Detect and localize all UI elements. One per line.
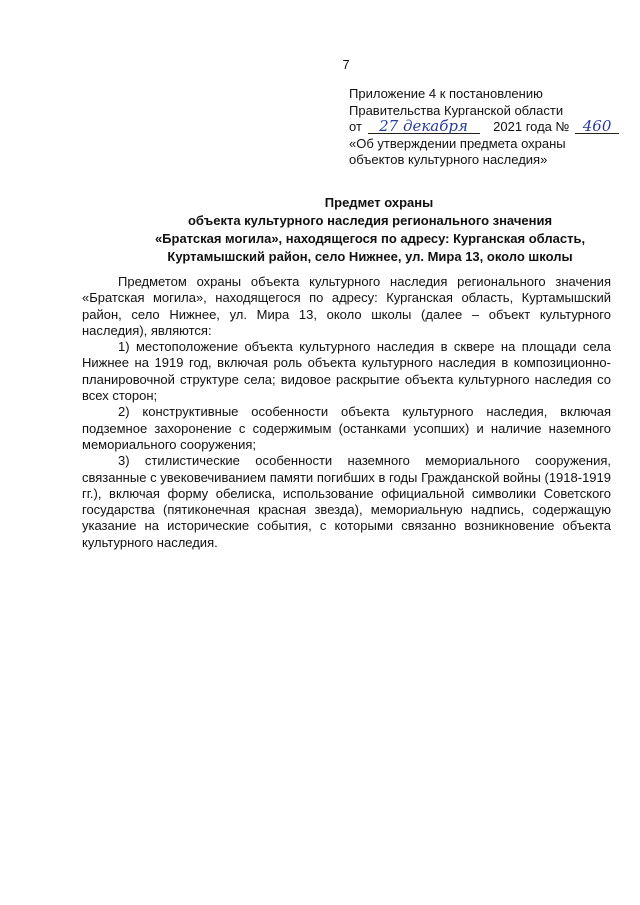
title-line-3: «Братская могила», находящегося по адресу: Курганская область, [154,231,586,246]
title-line-2: объекта культурного наследия регионального значения [187,213,553,228]
item-2-paragraph: 2) конструктивные особенности объекта культурного наследия, включая подземное захоронение с содержимым (останками усопших) и наличие наземного мемориального сооружения; [82,404,611,452]
appendix-line-4: «Об утверждении предмета охраны [349,135,566,151]
appendix-prefix-ot: от [349,119,362,134]
intro-paragraph: Предметом охраны объекта культурного наследия регионального значения «Братская могила», находящегося по адресу: Курганская область, Куртамышский район, село Нижнее, ул. Мира 13, около школы (далее – объект культурного наследия), являются: [82,274,611,338]
document-body [82,274,611,551]
appendix-line-5: объектов культурного наследия» [349,152,548,167]
item-3-paragraph: 3) стилистические особенности наземного мемориального сооружения, связанные с увековечиванием памяти погибших в годы Гражданской войны (1918-1919 гг.), включая форму обелиска, использование официальной символики Советского государства (пятиконечная красная звезда), мемориальную надпись, содержащую указание на исторические события, с которыми связанно возникновение объекта культурного наследия. [82,453,611,550]
handwritten-date: 27 декабря [368,119,480,134]
appendix-year-text: 2021 года № [493,119,570,134]
appendix-line-1: Приложение 4 к постановлению [349,86,543,101]
appendix-date-row [349,117,612,136]
appendix-header [349,86,612,169]
title-line-1: Предмет охраны [324,195,434,210]
document-title [100,194,640,266]
handwritten-number: 460 [575,119,619,134]
item-1-paragraph: 1) местоположение объекта культурного наследия в сквере на площади села Нижнее на 1919 год, включая роль объекта культурного наследия в композиционно-планировочной структуре села; видовое раскрытие объекта культурного наследия со всех сторон; [82,339,611,404]
page-number: 7 [342,57,350,72]
title-line-4: Куртамышский район, село Нижнее, ул. Мира 13, около школы [167,249,573,264]
appendix-line-2: Правительства Курганской области [349,102,564,118]
